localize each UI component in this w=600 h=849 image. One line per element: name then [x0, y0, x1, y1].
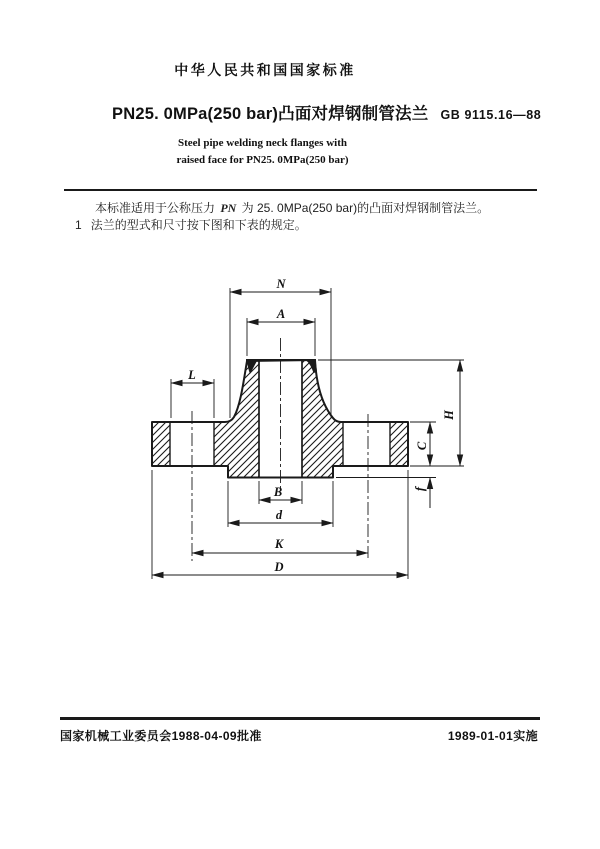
dim-label-B: B: [273, 485, 283, 499]
standard-number: GB 9115.16—88: [440, 108, 542, 122]
footer-approval: 国家机械工业委员会1988-04-09批准: [60, 729, 262, 743]
dim-label-K: K: [274, 537, 284, 551]
footer-implementation: 1989-01-01实施: [447, 729, 538, 743]
title-english-line2: raised face for PN25. 0MPa(250 bar): [176, 154, 349, 166]
dim-label-f: f: [413, 486, 427, 492]
footer-rule: [60, 717, 540, 720]
title-english-line1: Steel pipe welding neck flanges with: [178, 137, 347, 149]
dim-label-C: C: [415, 441, 429, 451]
dim-label-H: H: [442, 410, 456, 420]
scope-suffix: 为 25. 0MPa(250 bar)的凸面对焊钢制管法兰。: [238, 201, 490, 215]
dim-label-d: d: [275, 508, 283, 522]
dim-label-L: L: [188, 368, 196, 382]
standard-header: 中华人民共和国国家标准: [174, 62, 356, 78]
dim-label-D: D: [274, 560, 284, 574]
scope-pn-symbol: PN: [220, 201, 237, 215]
dim-label-N: N: [276, 277, 286, 291]
clause1-text: 法兰的型式和尺寸按下图和下表的规定。: [90, 218, 307, 232]
bore-and-holes: [170, 360, 390, 478]
dim-label-A: A: [276, 307, 286, 321]
clause1-number: 1: [75, 218, 82, 232]
scope-prefix: 本标准适用于公称压力: [95, 201, 219, 215]
page-title: PN25. 0MPa(250 bar)凸面对焊钢制管法兰: [112, 105, 429, 123]
